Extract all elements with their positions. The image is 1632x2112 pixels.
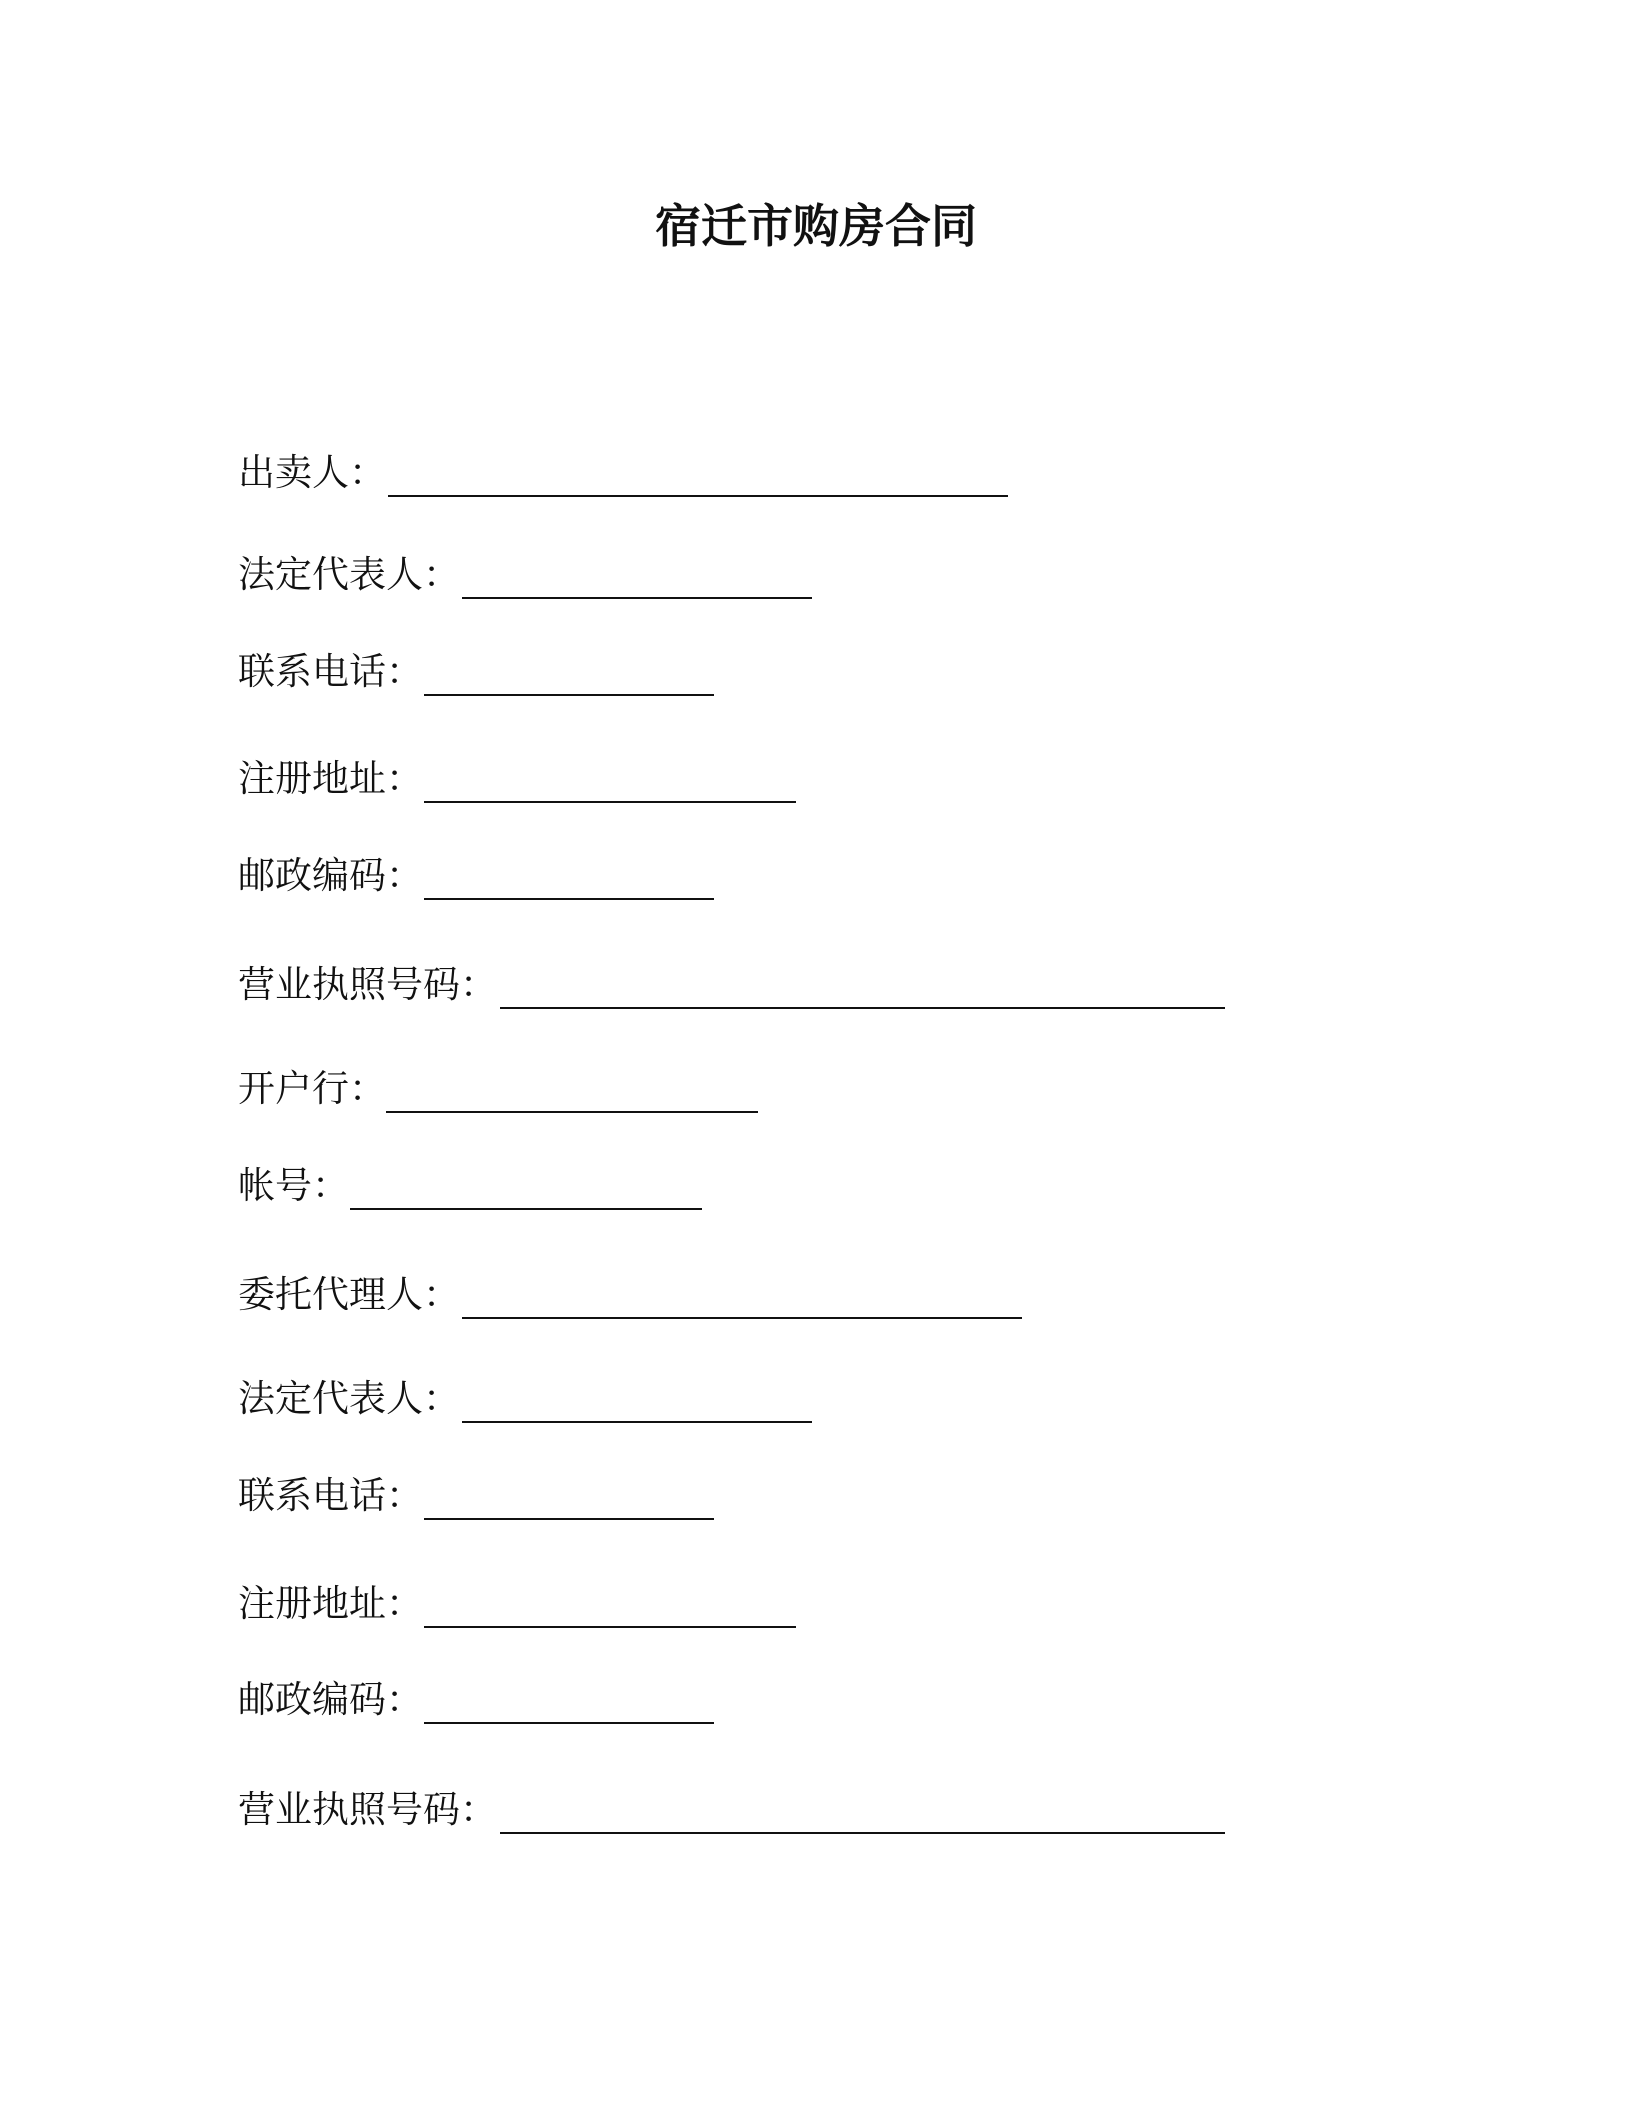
agent-address-blank[interactable] — [424, 1626, 796, 1628]
seller-postcode-label: 邮政编码： — [238, 854, 423, 897]
seller-license-label: 营业执照号码： — [238, 963, 497, 1006]
agent-label: 委托代理人： — [238, 1273, 460, 1316]
agent-license-blank[interactable] — [500, 1832, 1225, 1834]
seller-address-label: 注册地址： — [238, 757, 423, 800]
seller-account-blank[interactable] — [350, 1208, 702, 1210]
agent-address-label: 注册地址： — [238, 1582, 423, 1625]
agent-license-label: 营业执照号码： — [238, 1788, 497, 1831]
agent-postcode-blank[interactable] — [424, 1722, 714, 1724]
agent-legal-rep-label: 法定代表人： — [238, 1377, 460, 1420]
agent-phone-field — [238, 1466, 423, 1526]
seller-address-blank[interactable] — [424, 801, 796, 803]
agent-blank[interactable] — [462, 1317, 1022, 1319]
agent-field — [238, 1265, 460, 1325]
seller-legal-rep-field — [238, 545, 460, 605]
seller-account-field — [238, 1156, 349, 1216]
seller-legal-rep-blank[interactable] — [462, 597, 812, 599]
seller-license-blank[interactable] — [500, 1007, 1225, 1009]
agent-legal-rep-blank[interactable] — [462, 1421, 812, 1423]
agent-phone-label: 联系电话： — [238, 1474, 423, 1517]
seller-account-label: 帐号： — [238, 1164, 349, 1207]
page-title: 宿迁市购房合同 — [655, 199, 977, 253]
seller-license-field — [238, 955, 497, 1015]
agent-postcode-field — [238, 1670, 423, 1730]
seller-bank-label: 开户行： — [238, 1067, 386, 1110]
agent-phone-blank[interactable] — [424, 1518, 714, 1520]
seller-postcode-blank[interactable] — [424, 898, 714, 900]
seller-postcode-field — [238, 846, 423, 906]
seller-label: 出卖人： — [238, 451, 386, 494]
agent-address-field — [238, 1574, 423, 1634]
seller-field — [238, 443, 386, 503]
seller-bank-blank[interactable] — [386, 1111, 758, 1113]
seller-bank-field — [238, 1059, 386, 1119]
seller-legal-rep-label: 法定代表人： — [238, 553, 460, 596]
agent-legal-rep-field — [238, 1369, 460, 1429]
agent-postcode-label: 邮政编码： — [238, 1678, 423, 1721]
seller-blank[interactable] — [388, 495, 1008, 497]
seller-phone-field — [238, 642, 423, 702]
seller-phone-blank[interactable] — [424, 694, 714, 696]
seller-phone-label: 联系电话： — [238, 650, 423, 693]
seller-address-field — [238, 749, 423, 809]
agent-license-field — [238, 1780, 497, 1840]
